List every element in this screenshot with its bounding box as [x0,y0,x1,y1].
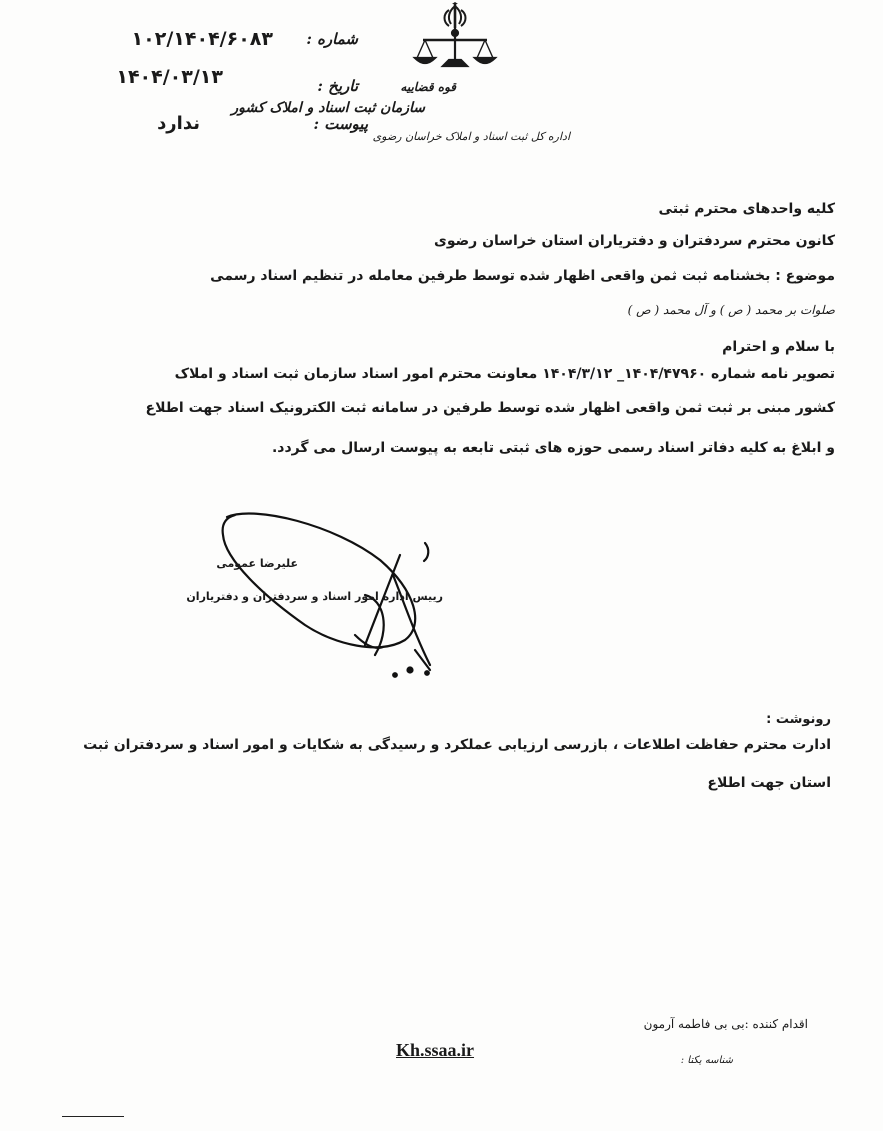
date-label: تاریخ : [317,77,358,95]
website-link[interactable]: Kh.ssaa.ir [396,1040,475,1060]
salawat-line: صلوات بر محمد ( ص ) و آل محمد ( ص ) [627,303,835,317]
signatory-name: علیرضا عمومی [216,557,298,570]
attachment-label: پیوست : [313,115,368,133]
body-line-2: کشور مبنی بر ثبت ثمن واقعی اظهار شده توسط طرفین در سامانه ثبت الکترونیک اسناد جهت اطلاع [145,400,835,416]
prepared-by: اقدام کننده :بی بی فاطمه آرمون [643,1017,808,1031]
footer-divider [62,1116,124,1117]
body-line-1: تصویر نامه شماره ۱۴۰۴/۴۷۹۶۰_ ۱۴۰۴/۳/۱۲ معاونت محترم امور اسناد سازمان ثبت اسناد و املاک [174,366,835,382]
attachment-value: ندارد [157,113,200,134]
number-label: شماره : [306,30,358,48]
body-line-3: و ابلاغ به کلیه دفاتر اسناد رسمی حوزه های ثبتی تابعه به پیوست ارسال می گردد. [271,440,835,456]
judiciary-name: قوه قضاییه [400,80,456,94]
general-directorate-name: اداره کل ثبت اسناد و املاک خراسان رضوی [372,130,570,143]
registration-org-name: سازمان ثبت اسناد و املاک کشور [231,100,425,116]
greeting: با سلام و احترام [722,339,835,355]
recipient-line-1: کلیه واحدهای محترم ثبتی [658,201,835,217]
cc-title: رونوشت : [766,712,831,727]
cc-line-1: ادارت محترم حفاظت اطلاعات ، بازرسی ارزیابی عملکرد و رسیدگی به شکایات و امور اسناد و سردفتران ثبت [83,737,831,753]
signatory-title: رییس اداره امور اسناد و سردفتران و دفتریاران [186,590,443,603]
iran-emblem-scales-of-justice-icon [405,2,505,90]
letter-number: ۱۰۲/۱۴۰۴/۶۰۸۳ [131,28,273,50]
letter-date: ۱۴۰۴/۰۳/۱۳ [116,66,223,88]
subject-line: موضوع : بخشنامه ثبت ثمن واقعی اظهار شده توسط طرفین معامله در تنظیم اسناد رسمی [210,268,835,284]
doc-unique-id-label: شناسه یکتا : [680,1055,733,1066]
recipient-line-2: کانون محترم سردفتران و دفتریاران استان خراسان رضوی [434,233,835,249]
cc-line-2: استان جهت اطلاع [707,775,831,791]
